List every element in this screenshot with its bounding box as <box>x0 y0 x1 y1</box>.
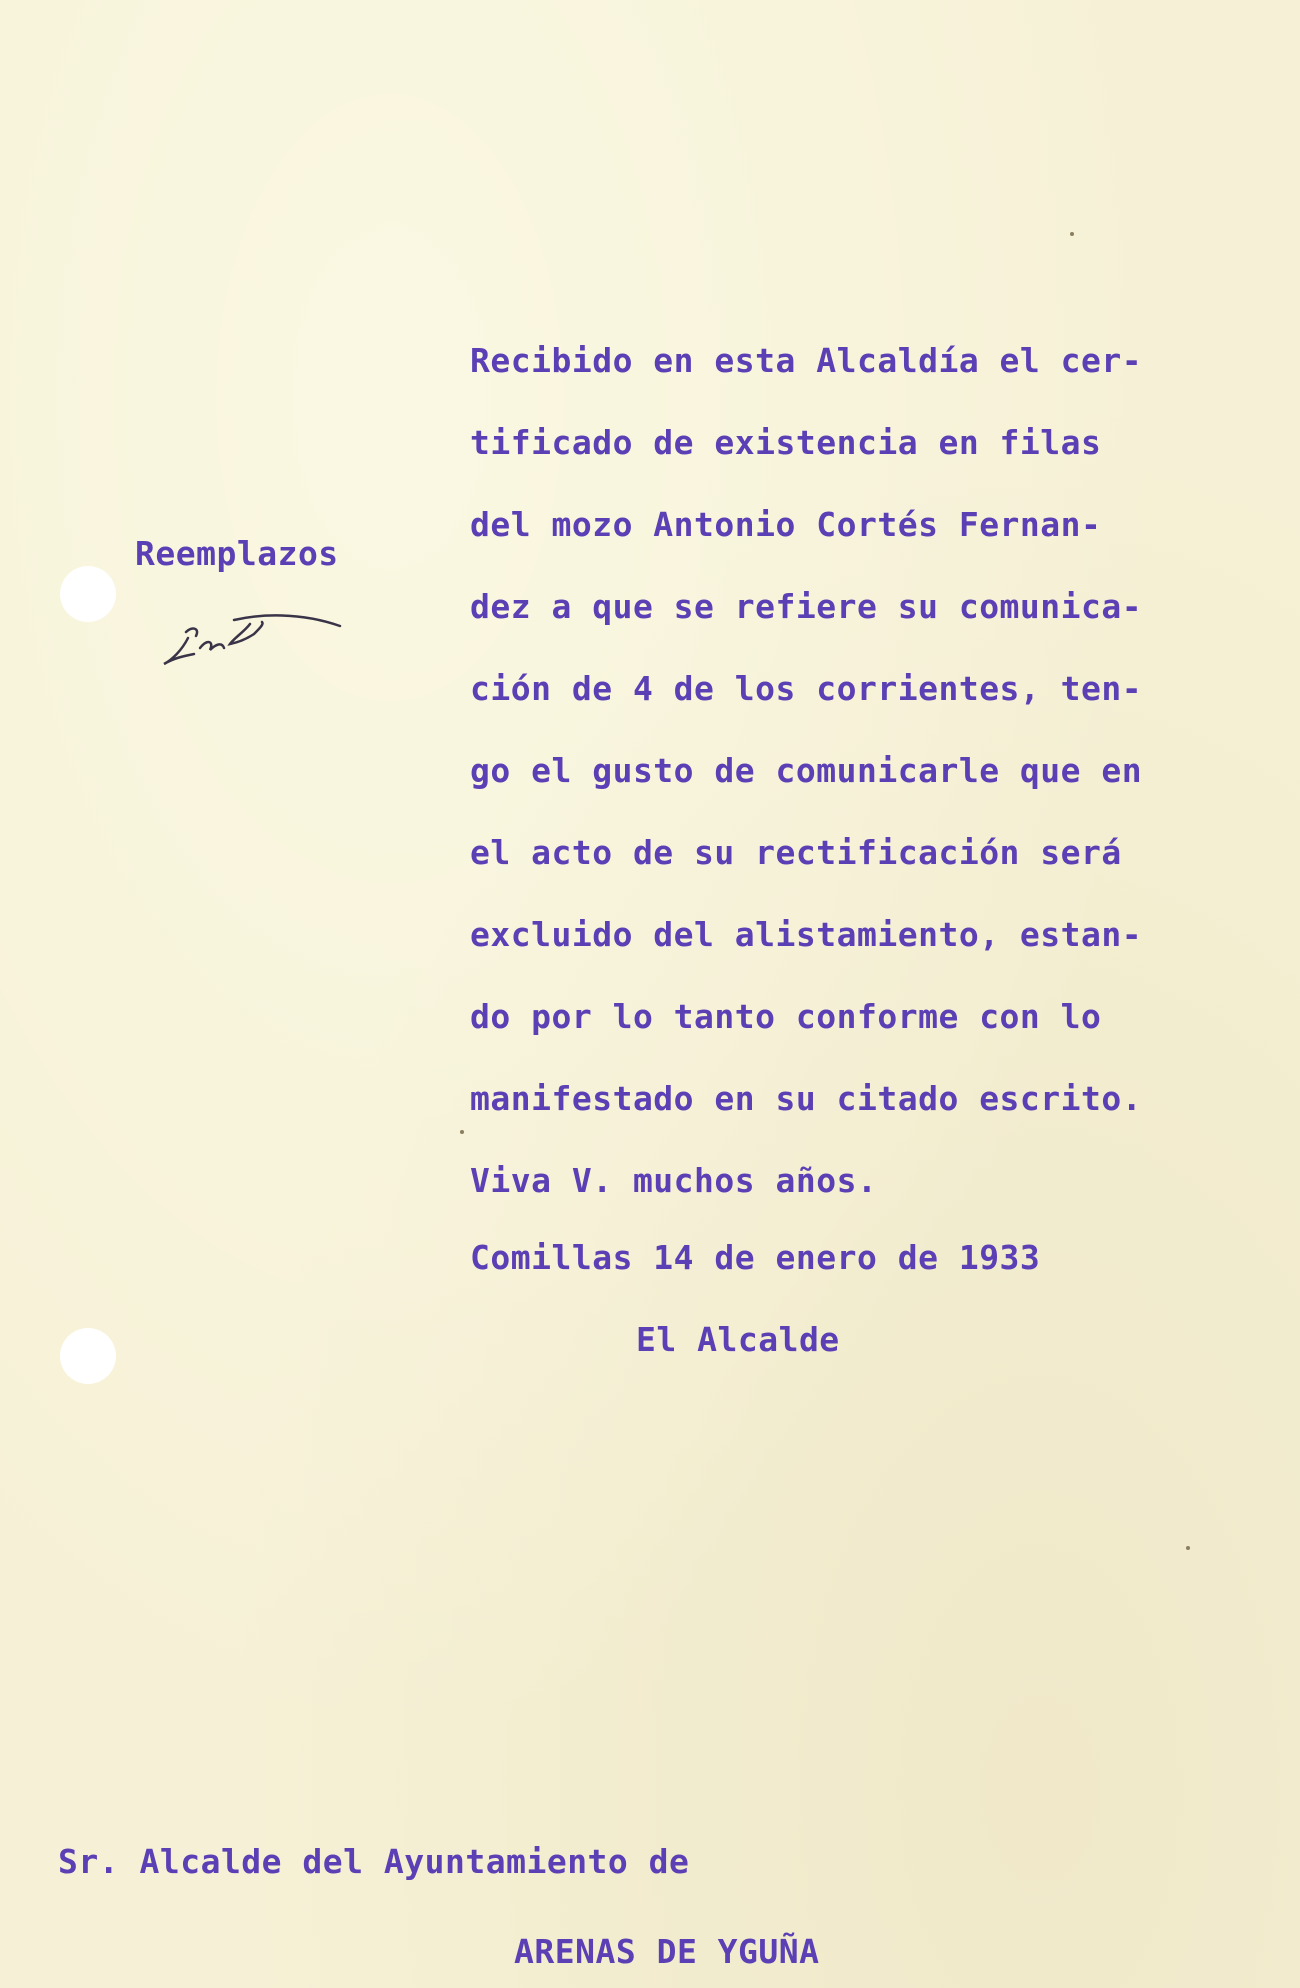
body-line: dez a que se refiere su comunica- <box>470 587 1143 626</box>
paper-speck <box>460 1130 464 1134</box>
body-line: manifestado en su citado escrito. <box>470 1079 1143 1118</box>
place-date: Comillas 14 de enero de 1933 <box>470 1238 1041 1277</box>
recipient-town: ARENAS DE YGUÑA <box>514 1932 820 1971</box>
handwritten-mark <box>150 598 350 678</box>
body-line: ción de 4 de los corrientes, ten- <box>470 669 1143 708</box>
paper-speck <box>1070 232 1074 236</box>
signatory-title: El Alcalde <box>636 1320 840 1359</box>
recipient-line: Sr. Alcalde del Ayuntamiento de <box>58 1842 690 1881</box>
paper-speck <box>1186 1546 1190 1550</box>
body-line: el acto de su rectificación será <box>470 833 1122 872</box>
body-line: Viva V. muchos años. <box>470 1161 878 1200</box>
body-line: do por lo tanto conforme con lo <box>470 997 1102 1036</box>
body-line: tificado de existencia en filas <box>470 423 1102 462</box>
body-line: go el gusto de comunicarle que en <box>470 751 1143 790</box>
punch-hole-bottom <box>60 1328 116 1384</box>
body-line: excluido del alistamiento, estan- <box>470 915 1143 954</box>
department-label: Reemplazos <box>135 534 339 573</box>
body-line: Recibido en esta Alcaldía el cer- <box>470 341 1143 380</box>
body-line: del mozo Antonio Cortés Fernan- <box>470 505 1102 544</box>
letter-body <box>470 336 1280 1238</box>
punch-hole-top <box>60 566 116 622</box>
